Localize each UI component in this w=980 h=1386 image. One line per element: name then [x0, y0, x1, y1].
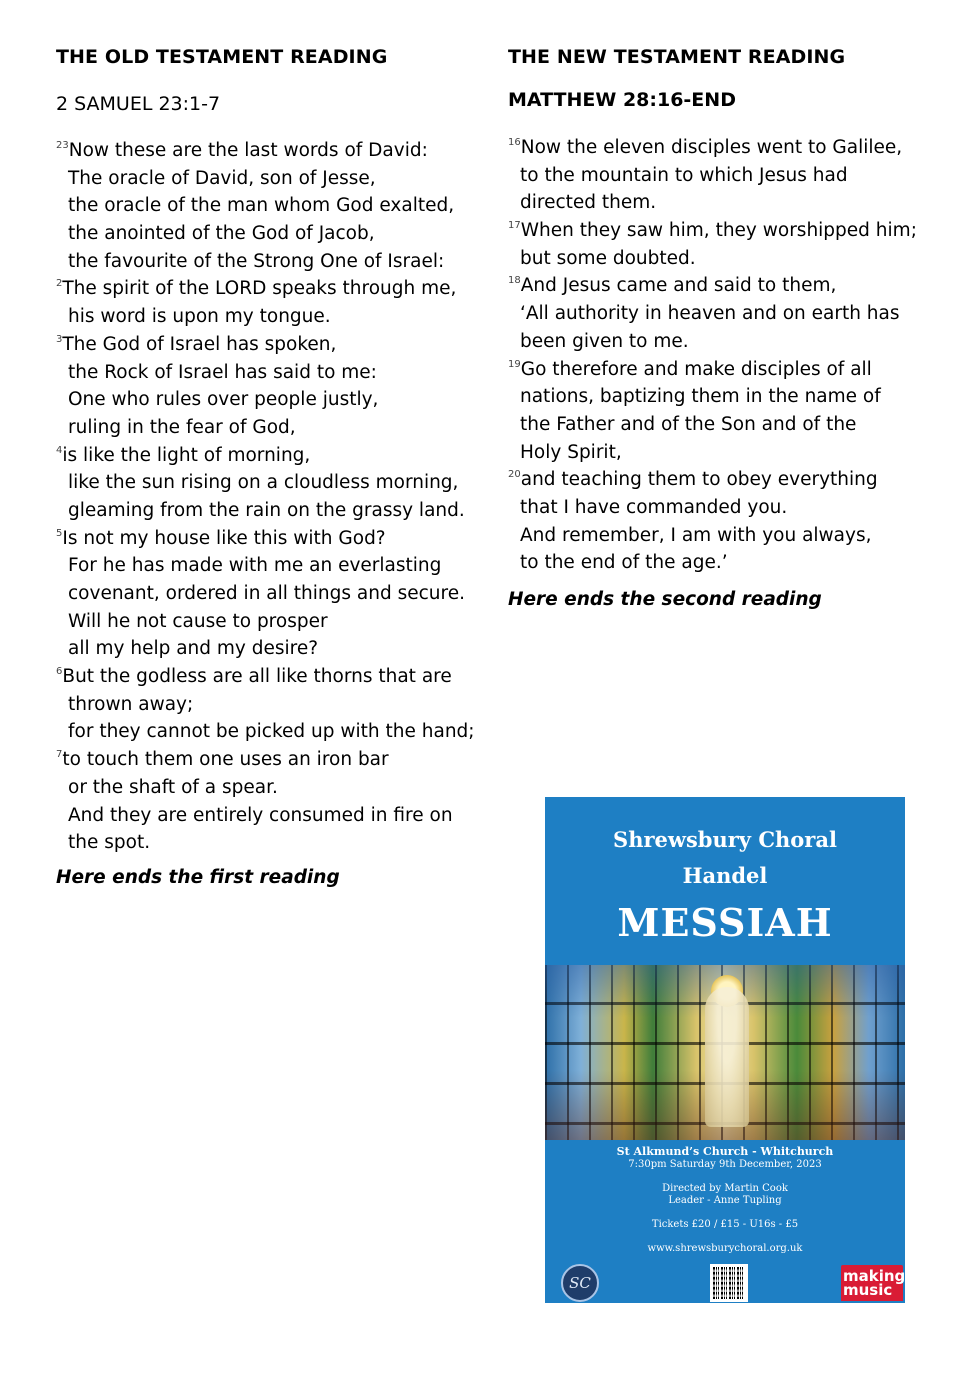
verse-number: 4 [56, 444, 63, 456]
passage-text: covenant, ordered in all things and secure. [68, 583, 465, 604]
passage-text: to the end of the age.’ [520, 552, 728, 574]
passage-line [56, 746, 475, 774]
qr-code-icon [710, 1264, 748, 1302]
passage-text: Now these are the last words of David: [68, 140, 428, 161]
passage-text: ruling in the fear of God, [68, 416, 296, 438]
new-testament-passage [508, 134, 917, 577]
passage-line [56, 275, 475, 303]
passage-line [508, 245, 917, 273]
passage-line [508, 272, 917, 300]
passage-text: the anointed of the God of Jacob, [68, 223, 375, 245]
passage-line [56, 635, 475, 663]
passage-line [508, 466, 917, 494]
passage-line [56, 718, 475, 746]
passage-text: that I have commanded you. [520, 496, 788, 518]
passage-line [508, 383, 917, 411]
passage-line [56, 359, 475, 387]
passage-line [56, 608, 475, 636]
passage-text: like the sun rising on a cloudless morning, [68, 472, 459, 494]
passage-line [508, 549, 917, 577]
passage-text: nations, baptizing them in the name of [520, 386, 881, 408]
passage-text: the oracle of the man whom God exalted, [68, 195, 455, 217]
verse-number: 2 [56, 278, 63, 290]
passage-text: Go therefore and make disciples of all [520, 358, 872, 380]
passage-line [56, 802, 475, 830]
poster-composer: Handel [682, 863, 768, 888]
passage-text: to the mountain to which Jesus had [520, 164, 848, 186]
passage-line [56, 165, 475, 193]
poster-director: Directed by Martin Cook [662, 1183, 788, 1194]
passage-line [56, 220, 475, 248]
verse-number: 7 [56, 749, 63, 761]
passage-line [508, 189, 917, 217]
passage-line [56, 525, 475, 553]
passage-text: directed them. [520, 192, 657, 214]
passage-line [56, 774, 475, 802]
passage-text: the Father and of the Son and of the [520, 413, 857, 435]
passage-line [508, 300, 917, 328]
passage-text: But the godless are all like thorns that are [62, 666, 452, 688]
passage-line [56, 386, 475, 414]
first-reading-closing: Here ends the first reading [56, 867, 340, 889]
passage-text: ‘All authority in heaven and on earth has [520, 303, 900, 325]
passage-line [56, 137, 475, 165]
poster-leader: Leader - Anne Tupling [668, 1195, 782, 1206]
shrewsbury-choral-logo-icon: SC [561, 1264, 599, 1302]
passage-line [56, 580, 475, 608]
passage-line [508, 356, 917, 384]
verse-number: 23 [56, 140, 69, 151]
passage-line [56, 192, 475, 220]
passage-line [56, 663, 475, 691]
verse-number: 16 [508, 137, 521, 148]
poster-datetime: 7:30pm Saturday 9th December, 2023 [628, 1159, 822, 1170]
passage-text: And remember, I am with you always, [520, 524, 872, 546]
passage-line [56, 552, 475, 580]
passage-text: the favourite of the Strong One of Israel: [68, 250, 445, 272]
passage-text: Holy Spirit, [520, 441, 622, 463]
passage-line [56, 469, 475, 497]
passage-text: and teaching them to obey everything [520, 469, 878, 491]
verse-number: 3 [56, 333, 63, 345]
passage-line [508, 134, 917, 162]
passage-line [56, 691, 475, 719]
passage-line [508, 494, 917, 522]
poster-title: MESSIAH [617, 900, 833, 945]
passage-text: The spirit of the LORD speaks through me, [62, 278, 457, 300]
poster-website: www.shrewsburychoral.org.uk [647, 1243, 803, 1254]
passage-text: The oracle of David, son of Jesse, [68, 167, 376, 189]
passage-text: The God of Israel has spoken, [62, 333, 337, 355]
passage-text: to touch them one uses an iron bar [62, 749, 389, 771]
passage-text: Is not my house like this with God? [62, 527, 386, 549]
passage-line [508, 328, 917, 356]
passage-text: or the shaft of a spear. [68, 776, 278, 798]
old-testament-passage [56, 137, 475, 857]
passage-text: been given to me. [520, 330, 689, 352]
passage-text: Will he not cause to prosper [68, 610, 328, 632]
making-music-line2: music [843, 1281, 893, 1299]
passage-line [56, 414, 475, 442]
passage-text: gleaming from the rain on the grassy land. [68, 499, 465, 521]
passage-text: for they cannot be picked up with the hand; [68, 721, 475, 743]
passage-text: One who rules over people justly, [68, 389, 379, 411]
passage-line [56, 442, 475, 470]
passage-text: his word is upon my tongue. [68, 306, 331, 328]
passage-text: is like the light of morning, [62, 444, 311, 466]
poster-venue: St Alkmund’s Church - Whitchurch [616, 1145, 834, 1158]
passage-line [56, 331, 475, 359]
making-music-logo-icon [841, 1265, 903, 1301]
new-testament-heading: THE NEW TESTAMENT READING [508, 46, 846, 68]
passage-text: the Rock of Israel has said to me: [68, 361, 377, 383]
messiah-concert-poster [545, 797, 905, 1303]
passage-line [508, 217, 917, 245]
verse-number: 5 [56, 527, 63, 539]
verse-number: 18 [508, 275, 521, 287]
risen-christ-figure [705, 987, 749, 1127]
passage-text: but some doubted. [520, 247, 696, 269]
verse-number: 6 [56, 666, 63, 678]
passage-text: And they are entirely consumed in fire on [68, 804, 453, 826]
poster-choir-name: Shrewsbury Choral [613, 827, 837, 852]
passage-text: For he has made with me an everlasting [68, 555, 442, 577]
passage-line [56, 497, 475, 525]
passage-text: thrown away; [68, 693, 194, 715]
passage-text: all my help and my desire? [68, 638, 319, 660]
passage-line [56, 303, 475, 331]
passage-text: Now the eleven disciples went to Galilee, [520, 137, 903, 158]
passage-text: the spot. [68, 832, 151, 854]
passage-line [56, 248, 475, 276]
verse-number: 19 [508, 358, 521, 370]
poster-tickets: Tickets £20 / £15 - U16s - £5 [651, 1219, 799, 1230]
making-music-line1: making [843, 1267, 905, 1285]
passage-line [508, 162, 917, 190]
verse-number: 20 [508, 469, 521, 481]
old-testament-reference: 2 SAMUEL 23:1-7 [56, 93, 221, 115]
passage-line [56, 829, 475, 857]
passage-line [508, 439, 917, 467]
passage-text: And Jesus came and said to them, [520, 275, 837, 297]
old-testament-heading: THE OLD TESTAMENT READING [56, 46, 388, 68]
passage-line [508, 522, 917, 550]
verse-number: 17 [508, 220, 521, 232]
passage-text: When they saw him, they worshipped him; [520, 220, 917, 242]
passage-line [508, 411, 917, 439]
new-testament-reference: MATTHEW 28:16-END [508, 89, 736, 111]
second-reading-closing: Here ends the second reading [508, 589, 822, 611]
